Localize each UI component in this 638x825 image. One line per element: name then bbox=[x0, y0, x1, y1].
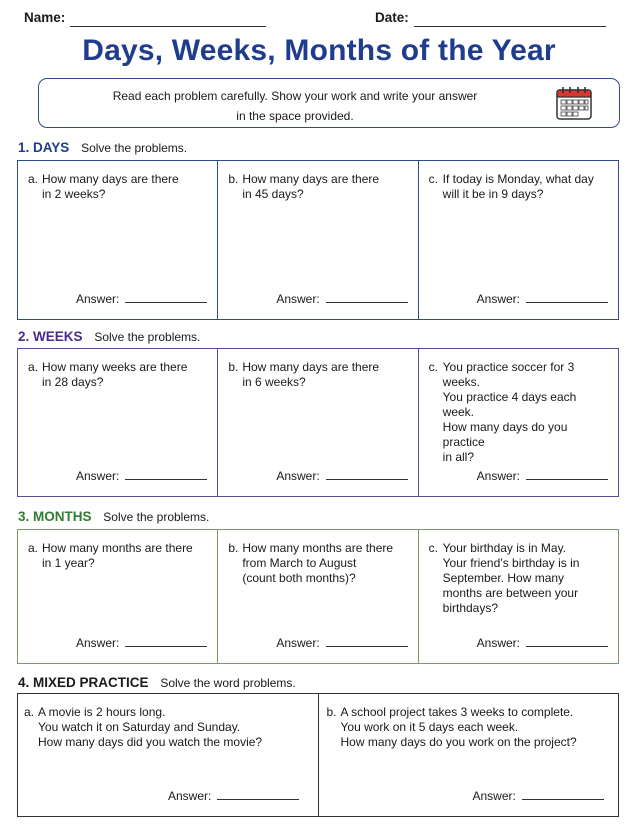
question-line: birthdays? bbox=[442, 601, 499, 615]
section-number: 2. bbox=[18, 329, 30, 344]
question-line: September. How many bbox=[442, 571, 565, 585]
question-line: How many weeks are there bbox=[42, 360, 188, 374]
question-line: How many days are there bbox=[242, 172, 380, 186]
answer-label: Answer: bbox=[276, 636, 320, 650]
answer-blank[interactable] bbox=[526, 637, 608, 647]
question-line: in 45 days? bbox=[242, 187, 304, 201]
section-name: MONTHS bbox=[33, 509, 92, 524]
answer-label: Answer: bbox=[276, 469, 320, 483]
question-line: How many days are there bbox=[42, 172, 179, 186]
question-line: How many months are there bbox=[242, 541, 394, 555]
section-name: DAYS bbox=[33, 140, 70, 155]
answer-blank[interactable] bbox=[526, 293, 608, 303]
question-line: How many days did you watch the movie? bbox=[38, 735, 263, 749]
answer-field[interactable] bbox=[477, 636, 608, 650]
question-letter: b. bbox=[228, 360, 239, 374]
answer-field[interactable] bbox=[76, 469, 207, 483]
question-line: How many days do you practice bbox=[442, 420, 568, 449]
answer-field[interactable] bbox=[76, 636, 207, 650]
problem-box bbox=[218, 530, 418, 663]
months-problems-grid bbox=[17, 529, 619, 664]
question-line: A school project takes 3 weeks to complete. bbox=[340, 705, 574, 719]
answer-blank[interactable] bbox=[326, 637, 408, 647]
answer-field[interactable] bbox=[276, 636, 407, 650]
days-problems-grid bbox=[17, 160, 619, 320]
question-line: from March to August bbox=[242, 556, 357, 570]
instructions-text bbox=[53, 86, 537, 126]
problem-box bbox=[419, 161, 618, 319]
section-number: 1. bbox=[18, 140, 30, 155]
answer-label: Answer: bbox=[76, 469, 120, 483]
answer-label: Answer: bbox=[76, 292, 120, 306]
question bbox=[228, 360, 409, 390]
mixed-practice-grid bbox=[17, 693, 619, 817]
question-letter: b. bbox=[228, 541, 239, 555]
question bbox=[429, 541, 610, 616]
question-line: You practice soccer for 3 weeks. bbox=[442, 360, 575, 389]
question bbox=[24, 705, 310, 750]
problem-box bbox=[18, 349, 218, 496]
question-line: You watch it on Saturday and Sunday. bbox=[38, 720, 241, 734]
section-heading-mixed-practice bbox=[18, 675, 296, 690]
section-heading-days bbox=[18, 140, 187, 155]
question-line: in all? bbox=[442, 450, 475, 464]
answer-label: Answer: bbox=[476, 469, 521, 483]
question-letter: b. bbox=[228, 172, 239, 186]
question-letter: a. bbox=[28, 541, 39, 555]
answer-blank[interactable] bbox=[326, 470, 408, 480]
question-letter: c. bbox=[428, 360, 438, 374]
answer-label: Answer: bbox=[168, 789, 212, 803]
question-letter: c. bbox=[428, 172, 438, 186]
instructions-line: in the space provided. bbox=[236, 109, 354, 123]
question-line: You work on it 5 days each week. bbox=[340, 720, 519, 734]
question-line: Your friend’s birthday is in bbox=[442, 556, 580, 570]
question bbox=[228, 172, 409, 202]
problem-box bbox=[18, 694, 319, 816]
problem-box bbox=[319, 694, 619, 816]
problem-box bbox=[419, 349, 618, 496]
question bbox=[28, 541, 209, 571]
answer-blank[interactable] bbox=[125, 470, 207, 480]
section-instruction: Solve the problems. bbox=[81, 141, 188, 155]
answer-blank[interactable] bbox=[217, 790, 299, 800]
question bbox=[28, 360, 209, 390]
instructions-line: Read each problem carefully. Show your work and write your answer bbox=[112, 89, 478, 103]
section-instruction: Solve the problems. bbox=[103, 510, 210, 524]
question-line: How many days are there bbox=[242, 360, 380, 374]
name-date-row bbox=[24, 10, 610, 30]
question bbox=[28, 172, 209, 202]
problem-box bbox=[218, 349, 418, 496]
answer-field[interactable] bbox=[168, 789, 299, 803]
answer-label: Answer: bbox=[76, 636, 120, 650]
problem-box bbox=[419, 530, 618, 663]
question bbox=[327, 705, 611, 750]
question-line: Your birthday is in May. bbox=[442, 541, 567, 555]
question bbox=[429, 172, 610, 202]
answer-label: Answer: bbox=[472, 789, 516, 803]
answer-blank[interactable] bbox=[125, 293, 207, 303]
question-line: in 6 weeks? bbox=[242, 375, 306, 389]
question bbox=[228, 541, 409, 586]
section-heading-weeks bbox=[18, 329, 200, 344]
calendar-icon bbox=[555, 85, 593, 121]
answer-blank[interactable] bbox=[522, 790, 604, 800]
question bbox=[429, 360, 610, 465]
answer-field[interactable] bbox=[276, 292, 407, 306]
answer-blank[interactable] bbox=[326, 293, 408, 303]
question-line: in 28 days? bbox=[42, 375, 104, 389]
problem-box bbox=[18, 530, 218, 663]
question-line: A movie is 2 hours long. bbox=[38, 705, 166, 719]
answer-label: Answer: bbox=[476, 292, 521, 306]
problem-box bbox=[18, 161, 218, 319]
answer-field[interactable] bbox=[477, 469, 608, 483]
answer-field[interactable] bbox=[276, 469, 407, 483]
date-field[interactable] bbox=[414, 26, 606, 27]
answer-field[interactable] bbox=[76, 292, 207, 306]
question-letter: a. bbox=[24, 705, 35, 719]
question-line: in 2 weeks? bbox=[42, 187, 106, 201]
answer-field[interactable] bbox=[473, 789, 604, 803]
section-heading-months bbox=[18, 509, 209, 524]
weeks-problems-grid bbox=[17, 348, 619, 497]
answer-label: Answer: bbox=[276, 292, 320, 306]
question-line: You practice 4 days each week. bbox=[442, 390, 577, 419]
page-title: Days, Weeks, Months of the Year bbox=[82, 34, 556, 67]
answer-blank[interactable] bbox=[526, 470, 608, 480]
question-line: How many days do you work on the project? bbox=[340, 735, 577, 749]
question-line: If today is Monday, what day bbox=[442, 172, 594, 186]
date-label: Date: bbox=[375, 10, 409, 25]
question-line: (count both months)? bbox=[242, 571, 356, 585]
answer-label: Answer: bbox=[476, 636, 521, 650]
section-name: WEEKS bbox=[33, 329, 83, 344]
section-number: 4. bbox=[18, 675, 30, 690]
name-label: Name: bbox=[24, 10, 66, 25]
question-line: How many months are there bbox=[42, 541, 193, 555]
instructions-box bbox=[38, 78, 620, 128]
question-line: will it be in 9 days? bbox=[442, 187, 544, 201]
answer-blank[interactable] bbox=[125, 637, 207, 647]
section-instruction: Solve the word problems. bbox=[160, 676, 296, 690]
section-instruction: Solve the problems. bbox=[94, 330, 201, 344]
section-name: MIXED PRACTICE bbox=[33, 675, 149, 690]
answer-field[interactable] bbox=[477, 292, 608, 306]
question-line: months are between your bbox=[442, 586, 579, 600]
problem-box bbox=[218, 161, 418, 319]
section-number: 3. bbox=[18, 509, 30, 524]
question-line: in 1 year? bbox=[42, 556, 95, 570]
question-letter: c. bbox=[428, 541, 438, 555]
name-field[interactable] bbox=[70, 26, 266, 27]
question-letter: a. bbox=[28, 360, 39, 374]
question-letter: a. bbox=[28, 172, 39, 186]
question-letter: b. bbox=[326, 705, 337, 719]
